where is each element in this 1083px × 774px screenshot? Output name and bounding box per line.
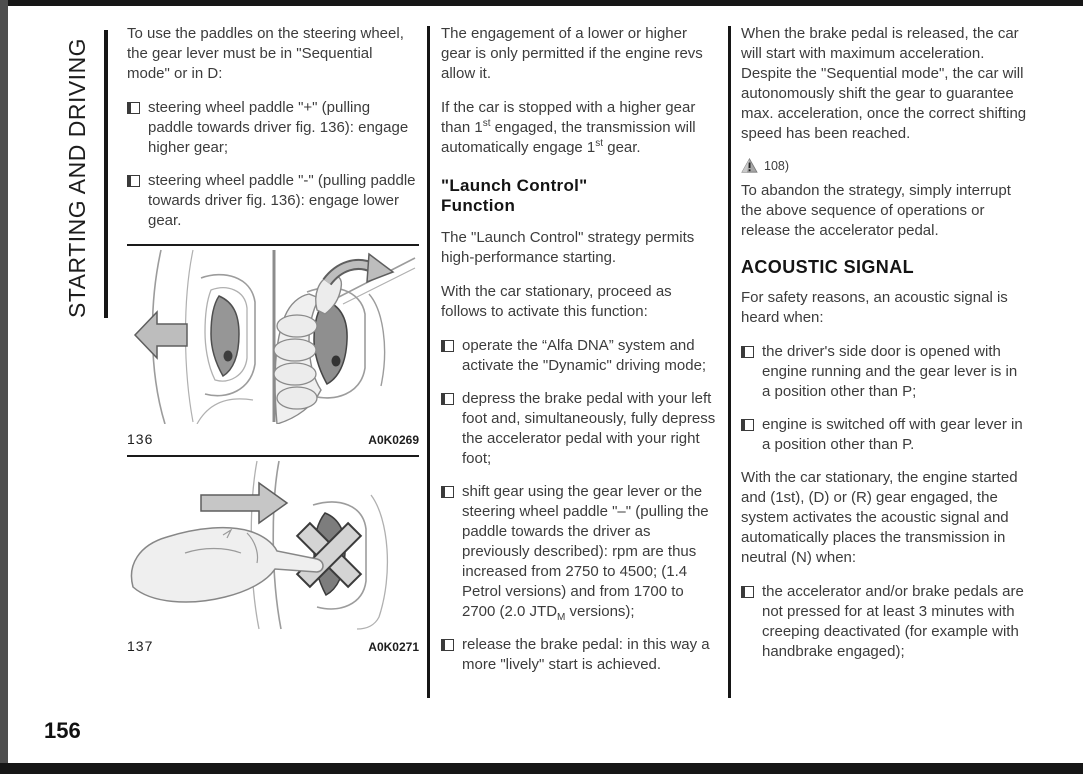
text-segment: If the car is stopped with a higher gear than 1 bbox=[441, 99, 696, 136]
figure-caption bbox=[127, 431, 419, 447]
figure-code: A0K0271 bbox=[368, 640, 419, 654]
list-item-text: steering wheel paddle "+" (pulling paddle towards driver fig. 136): engage higher gear; bbox=[148, 99, 409, 156]
paragraph-first-gear bbox=[441, 98, 721, 158]
figure-136-paddle-illustration bbox=[127, 248, 417, 424]
figure-136 bbox=[127, 244, 419, 447]
page-left-border bbox=[0, 0, 8, 774]
superscript: st bbox=[595, 138, 604, 149]
column-divider bbox=[728, 26, 731, 698]
list-item bbox=[441, 635, 721, 675]
chapter-title-rule bbox=[104, 30, 108, 318]
column-1 bbox=[127, 24, 419, 654]
list-item-text: the accelerator and/or brake pedals are not pressed for at least 3 minutes with creeping deactivated (for example with handbrake engaged); bbox=[762, 583, 1024, 660]
bullet-square-icon bbox=[441, 393, 454, 405]
page-bottom-border bbox=[0, 763, 1083, 774]
bullet-square-icon bbox=[127, 175, 140, 187]
chapter-title-vertical: STARTING AND DRIVING bbox=[64, 37, 90, 318]
column-2 bbox=[441, 24, 721, 688]
figure-caption bbox=[127, 638, 419, 654]
list-item bbox=[441, 482, 721, 622]
text-segment: shift gear using the gear lever or the steering wheel paddle "–" (pulling the paddle towards the driver as previously described): rpm are thus increased from 2750 to 4500; (1.4 Petrol versions) and from 1700 to 2700 (2.0 JTD bbox=[462, 483, 709, 620]
bullet-square-icon bbox=[441, 639, 454, 651]
bullet-square-icon bbox=[741, 419, 754, 431]
list-item-text: steering wheel paddle "-" (pulling paddle towards driver fig. 136): engage lower gear. bbox=[148, 172, 416, 229]
figure-137 bbox=[127, 455, 419, 654]
paragraph-launch-strategy: The "Launch Control" strategy permits high-performance starting. bbox=[441, 229, 695, 266]
paragraph-acoustic-intro: For safety reasons, an acoustic signal is heard when: bbox=[741, 289, 1008, 326]
page-top-border bbox=[0, 0, 1083, 6]
paragraph-neutral-conditions: With the car stationary, the engine started and (1st), (D) or (R) gear engaged, the system activates the acoustic signal and automatically places the transmission in neutral (N) when: bbox=[741, 469, 1018, 566]
subscript: M bbox=[557, 612, 566, 623]
list-item bbox=[741, 342, 1029, 402]
figure-number: 136 bbox=[127, 431, 154, 447]
paragraph-engagement: The engagement of a lower or higher gear is only permitted if the engine revs allow it. bbox=[441, 25, 703, 82]
text-segment: gear. bbox=[603, 139, 641, 156]
paragraph-paddles-intro: To use the paddles on the steering wheel, the gear lever must be in "Sequential mode" or in D: bbox=[127, 25, 404, 82]
heading-line: "Launch Control" bbox=[441, 176, 588, 195]
list-item-text bbox=[462, 482, 721, 622]
column-divider bbox=[427, 26, 430, 698]
list-item-text: engine is switched off with gear lever in a position other than P. bbox=[762, 416, 1023, 453]
list-item-text: depress the brake pedal with your left foot and, simultaneously, fully depress the accelerator pedal with your right foot; bbox=[462, 390, 716, 467]
figure-code: A0K0269 bbox=[368, 433, 419, 447]
list-item bbox=[741, 582, 1029, 662]
superscript: st bbox=[482, 118, 491, 129]
column-3 bbox=[741, 24, 1029, 675]
figure-number: 137 bbox=[127, 638, 154, 654]
list-item-text: release the brake pedal: in this way a more "lively" start is achieved. bbox=[462, 636, 710, 673]
warning-reference bbox=[741, 158, 1029, 173]
list-item bbox=[741, 415, 1029, 455]
bullet-square-icon bbox=[127, 102, 140, 114]
figure-137-pushing-paddle-forbidden-illustration bbox=[127, 459, 417, 631]
list-item bbox=[441, 336, 721, 376]
list-item-text: the driver's side door is opened with engine running and the gear lever is in a position other than P; bbox=[762, 343, 1018, 400]
heading-line: Function bbox=[441, 196, 516, 215]
warning-triangle-icon bbox=[741, 158, 758, 173]
text-segment: versions); bbox=[565, 603, 635, 620]
list-item bbox=[441, 389, 721, 469]
paragraph-brake-released: When the brake pedal is released, the car will start with maximum acceleration. Despite the "Sequential mode", the car will autonomously shift the gear to guarantee max. acceleration, once the correct shifting speed has been reached. bbox=[741, 25, 1027, 142]
section-heading-acoustic-signal: ACOUSTIC SIGNAL bbox=[741, 257, 915, 277]
paragraph-activate-intro: With the car stationary, proceed as follows to activate this function: bbox=[441, 283, 672, 320]
section-heading-launch-control bbox=[441, 176, 721, 216]
bullet-square-icon bbox=[741, 586, 754, 598]
paragraph-abandon-strategy: To abandon the strategy, simply interrupt the above sequence of operations or release the accelerator pedal. bbox=[741, 182, 1011, 239]
warning-note-number: 108) bbox=[764, 158, 790, 173]
bullet-square-icon bbox=[441, 340, 454, 352]
page-number: 156 bbox=[44, 718, 81, 743]
text-segment: engaged, the transmission will automatically engage 1 bbox=[441, 119, 696, 156]
list-item-text: operate the “Alfa DNA” system and activate the "Dynamic" driving mode; bbox=[462, 337, 707, 374]
bullet-square-icon bbox=[441, 486, 454, 498]
list-item bbox=[127, 98, 419, 158]
bullet-square-icon bbox=[741, 346, 754, 358]
list-item bbox=[127, 171, 419, 231]
